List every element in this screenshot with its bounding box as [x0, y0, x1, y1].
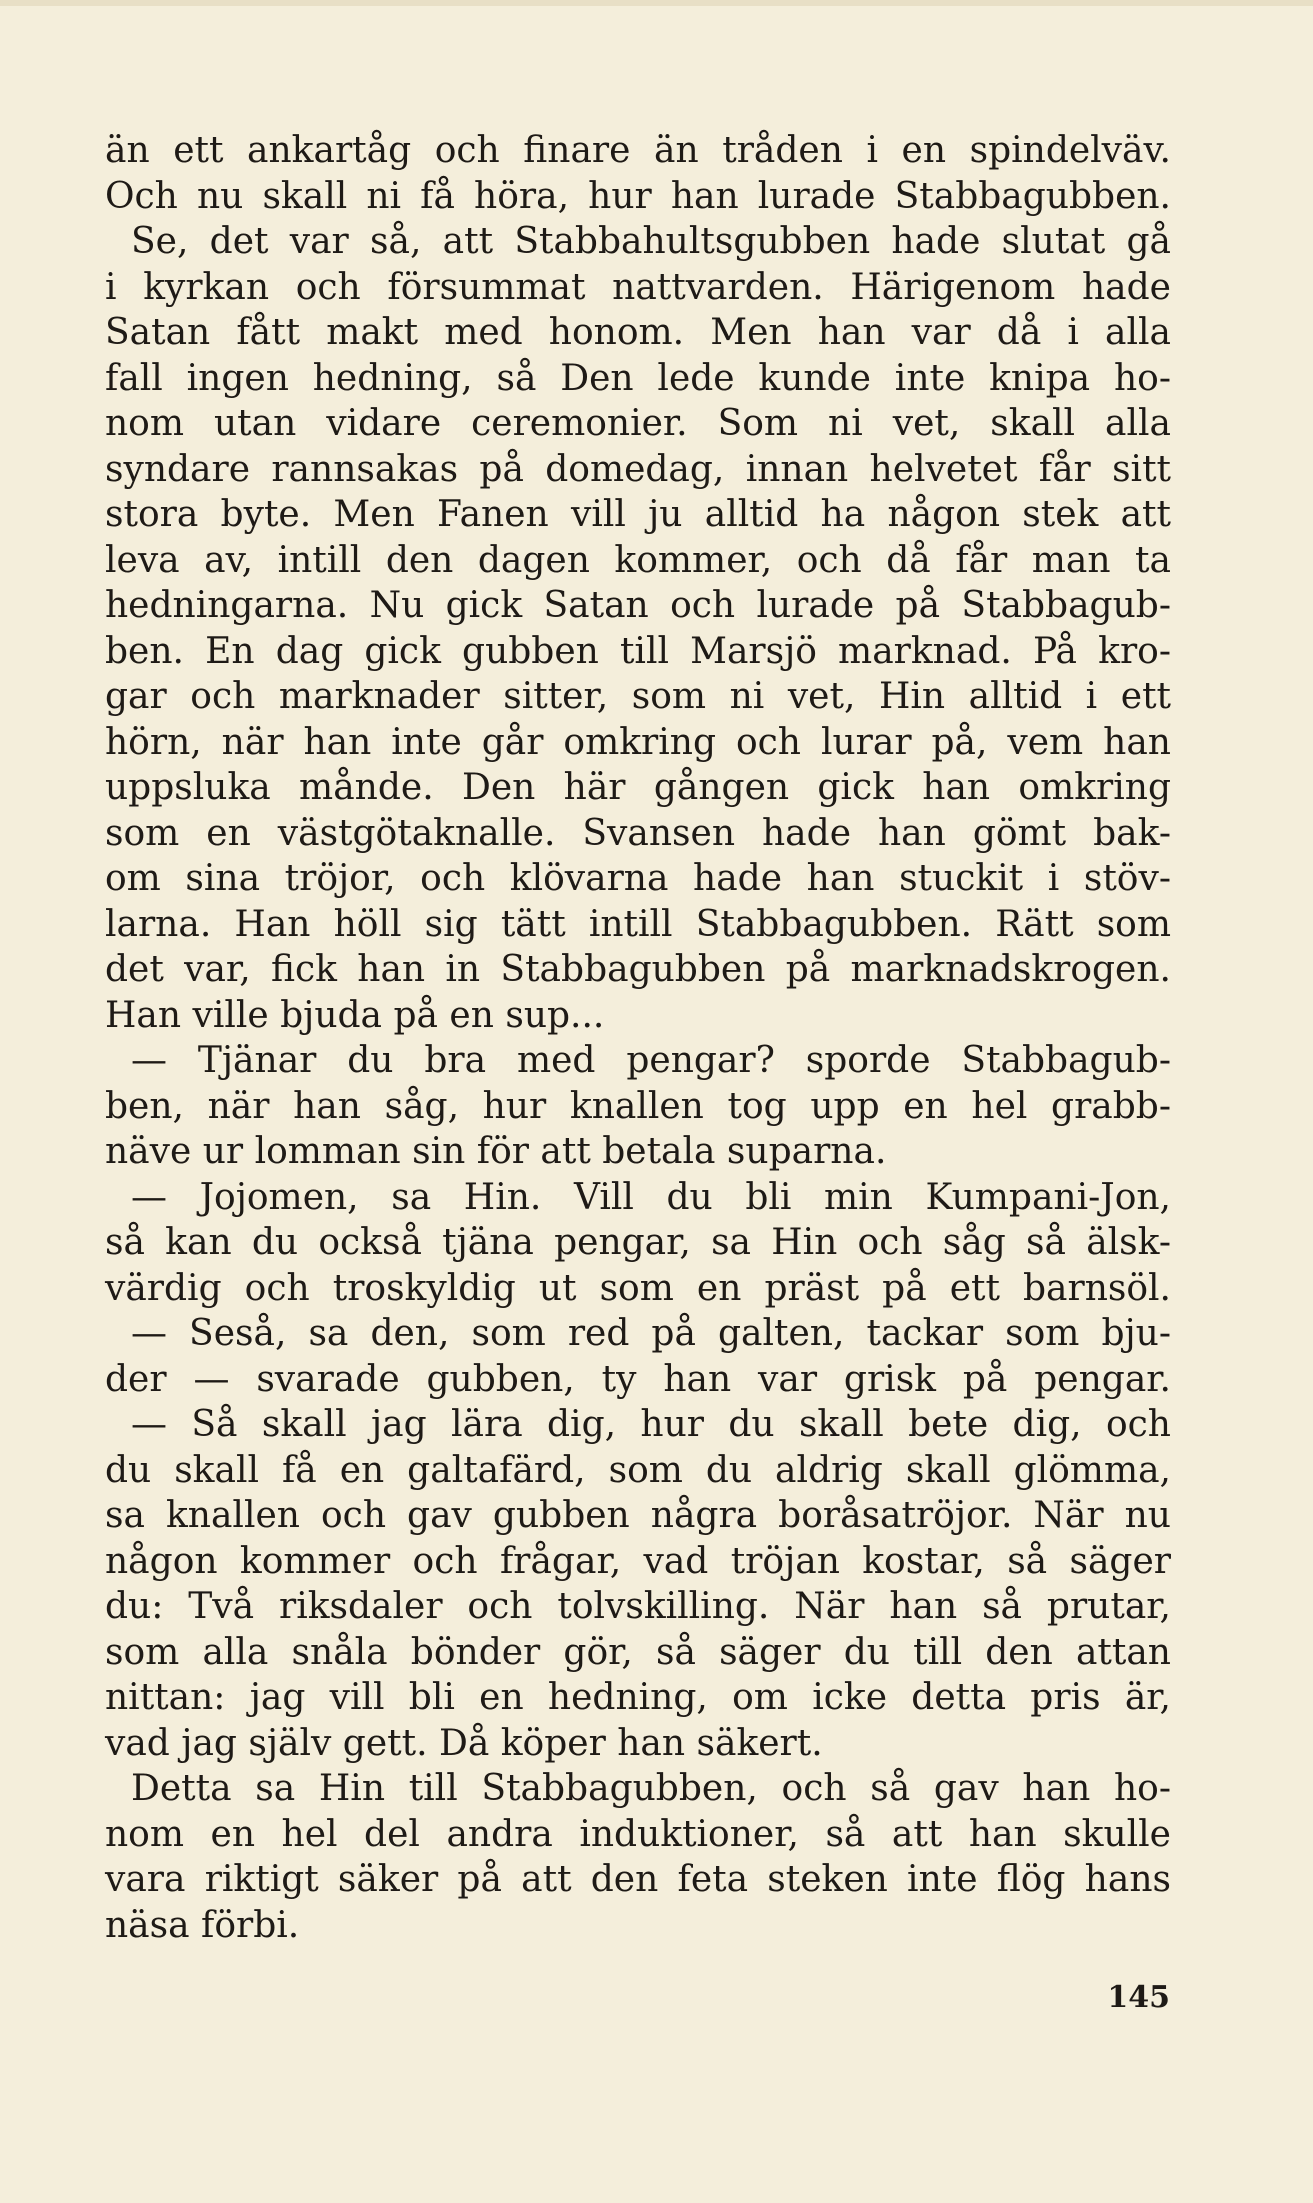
text-line: — Seså, sa den, som red på galten, tackar som bju-: [131, 1313, 1171, 1354]
text-line: i kyrkan och försummat nattvarden. Härigenom hade: [105, 266, 1171, 308]
text-line: nom en hel del andra induktioner, så att han skulle: [105, 1813, 1171, 1855]
text-line: uppsluka månde. Den här gången gick han omkring: [105, 767, 1171, 808]
text-line: du skall få en galtafärd, som du aldrig skall glömma,: [105, 1449, 1171, 1491]
text-line: vad jag själv gett. Då köper han säkert.: [105, 1722, 823, 1764]
text-line: hörn, när han inte går omkring och lurar på, vem han: [105, 721, 1171, 763]
body-text: [105, 128, 1171, 1948]
text-line: der — svarade gubben, ty han var grisk på pengar.: [105, 1358, 1171, 1400]
text-line: leva av, intill den dagen kommer, och då får man ta: [105, 539, 1171, 581]
text-line: nom utan vidare ceremonier. Som ni vet, skall alla: [105, 403, 1171, 444]
text-line: som alla snåla bönder gör, så säger du till den attan: [105, 1631, 1171, 1673]
text-line: så kan du också tjäna pengar, sa Hin och såg så älsk-: [105, 1222, 1171, 1263]
text-line: gar och marknader sitter, som ni vet, Hin alltid i ett: [105, 676, 1171, 717]
text-line: fall ingen hedning, så Den lede kunde inte knipa ho-: [105, 357, 1171, 399]
text-line: värdig och troskyldig ut som en präst på ett barnsöl.: [105, 1267, 1171, 1309]
text-line: näsa förbi.: [105, 1904, 300, 1946]
text-line: ben, när han såg, hur knallen tog upp en hel grabb-: [105, 1085, 1171, 1127]
text-line: Satan fått makt med honom. Men han var då i alla: [105, 312, 1171, 353]
text-line: hedningarna. Nu gick Satan och lurade på Stabbagub-: [105, 585, 1171, 626]
text-line: du: Två riksdaler och tolvskilling. När han så prutar,: [105, 1586, 1171, 1627]
text-line: Han ville bjuda på en sup...: [105, 994, 605, 1036]
text-line: stora byte. Men Fanen vill ju alltid ha någon stek att: [105, 494, 1171, 535]
text-line: någon kommer och frågar, vad tröjan kostar, så säger: [105, 1540, 1171, 1582]
page-number: 145: [1107, 1980, 1170, 2015]
text-line: — Så skall jag lära dig, hur du skall bete dig, och: [131, 1404, 1171, 1445]
text-line: som en västgötaknalle. Svansen hade han gömt bak-: [105, 812, 1171, 854]
text-line: — Jojomen, sa Hin. Vill du bli min Kumpani-Jon,: [131, 1176, 1171, 1218]
text-line: sa knallen och gav gubben några boråsatröjor. När nu: [105, 1495, 1171, 1536]
text-line: vara riktigt säker på att den feta steken inte flög hans: [105, 1859, 1171, 1900]
text-line: om sina tröjor, och klövarna hade han stuckit i stöv-: [105, 858, 1171, 899]
text-line: Detta sa Hin till Stabbagubben, och så gav han ho-: [131, 1768, 1171, 1809]
text-line: det var, fick han in Stabbagubben på marknadskrogen.: [105, 949, 1171, 990]
text-line: Se, det var så, att Stabbahultsgubben hade slutat gå: [131, 221, 1171, 262]
text-line: nittan: jag vill bli en hedning, om icke detta pris är,: [105, 1677, 1171, 1718]
page-top-edge: [0, 0, 1313, 6]
text-line: — Tjänar du bra med pengar? sporde Stabbagub-: [131, 1040, 1171, 1081]
text-line: än ett ankartåg och finare än tråden i en spindelväv.: [105, 130, 1171, 171]
text-line: larna. Han höll sig tätt intill Stabbagubben. Rätt som: [105, 903, 1171, 945]
text-line: syndare rannsakas på domedag, innan helvetet får sitt: [105, 448, 1171, 490]
text-line: Och nu skall ni få höra, hur han lurade Stabbagubben.: [105, 175, 1171, 217]
text-line: näve ur lomman sin för att betala suparna.: [105, 1131, 887, 1172]
text-line: ben. En dag gick gubben till Marsjö marknad. På kro-: [105, 630, 1171, 672]
